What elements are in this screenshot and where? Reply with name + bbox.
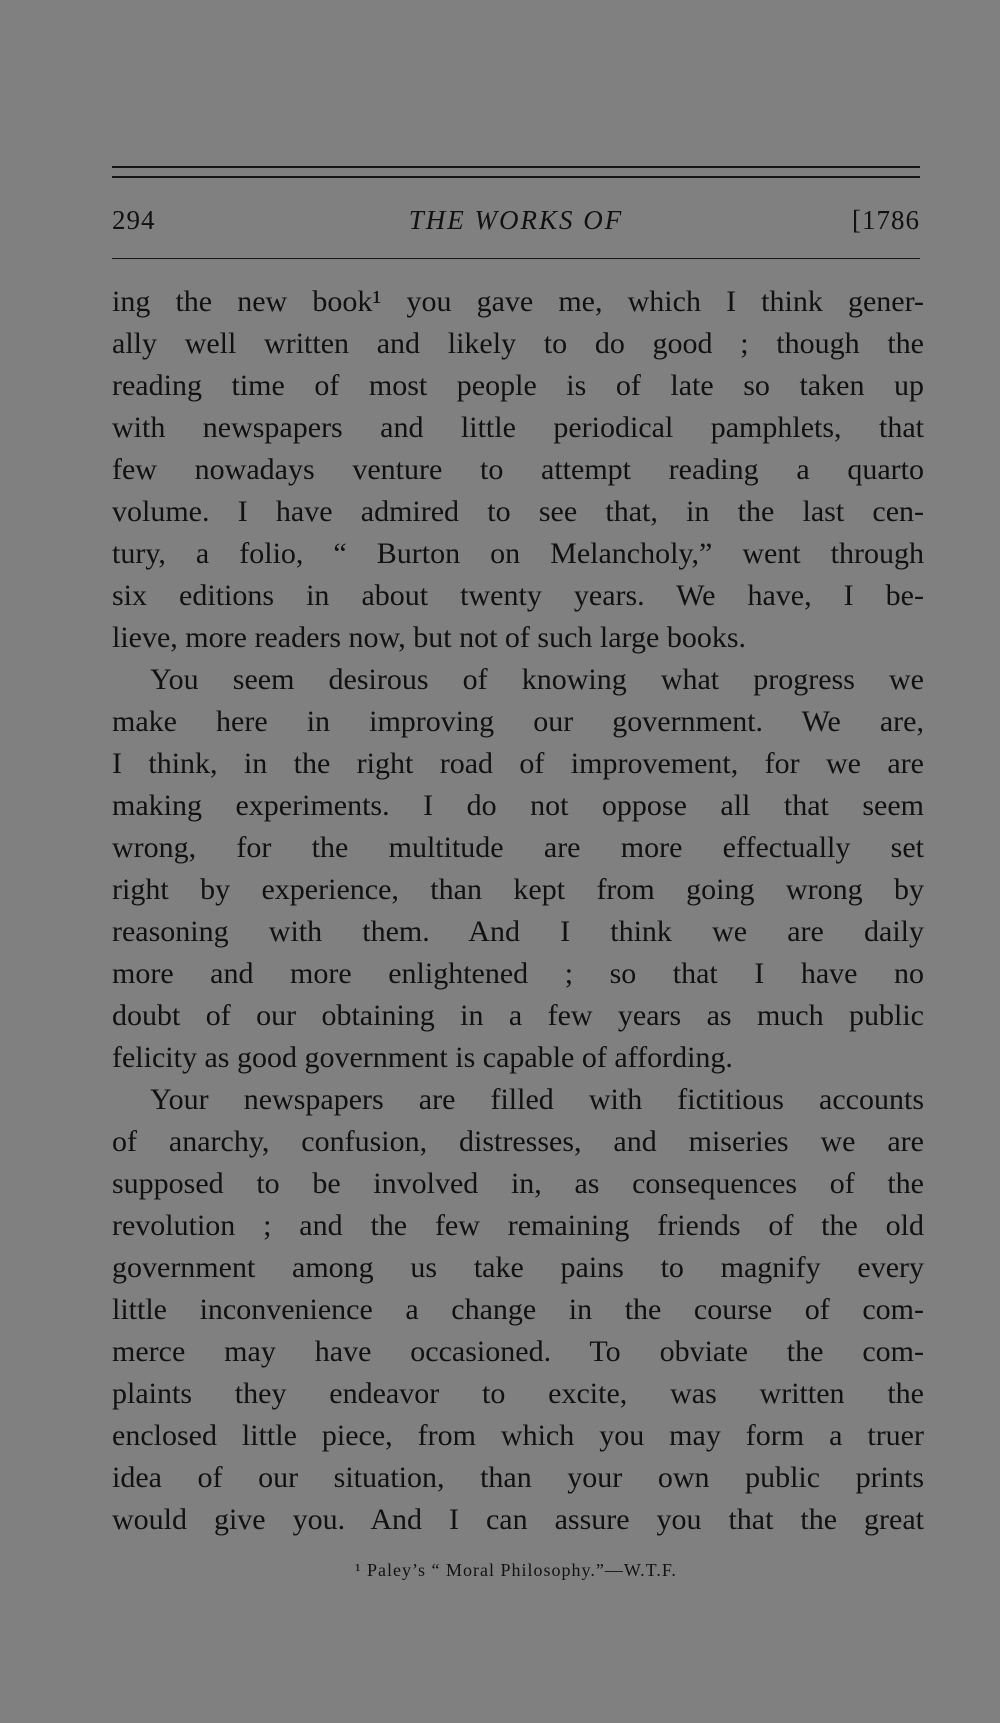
text-line: supposed to be involved in, as consequences of the xyxy=(112,1167,924,1200)
text-line: reasoning with them. And I think we are daily xyxy=(112,915,924,948)
header-rule-top-second xyxy=(112,176,920,178)
text-line: ing the new book¹ you gave me, which I think gener- xyxy=(112,285,924,318)
text-line: volume. I have admired to see that, in the last cen- xyxy=(112,495,924,528)
text-line: little inconvenience a change in the course of com- xyxy=(112,1293,924,1326)
text-line: Your newspapers are filled with fictitious accounts xyxy=(150,1083,924,1116)
text-line: ally well written and likely to do good ; though the xyxy=(112,327,924,360)
text-line: wrong, for the multitude are more effectually set xyxy=(112,831,924,864)
text-line: You seem desirous of knowing what progress we xyxy=(150,663,924,696)
text-line: merce may have occasioned. To obviate the com- xyxy=(112,1335,924,1368)
text-line: government among us take pains to magnify every xyxy=(112,1251,924,1284)
text-line: more and more enlightened ; so that I have no xyxy=(112,957,924,990)
text-line: of anarchy, confusion, distresses, and miseries we are xyxy=(112,1125,924,1158)
text-line: right by experience, than kept from going wrong by xyxy=(112,873,924,906)
text-line: doubt of our obtaining in a few years as much public xyxy=(112,999,924,1032)
body-text xyxy=(112,281,924,1541)
text-line: with newspapers and little periodical pamphlets, that xyxy=(112,411,924,444)
text-line: reading time of most people is of late so taken up xyxy=(112,369,924,402)
text-line: lieve, more readers now, but not of such large books. xyxy=(112,621,746,654)
header-rule-bottom xyxy=(112,258,920,259)
text-line: revolution ; and the few remaining friends of the old xyxy=(112,1209,924,1242)
running-header xyxy=(112,200,920,240)
text-line: I think, in the right road of improvement, for we are xyxy=(112,747,924,780)
running-title: THE WORKS OF xyxy=(408,205,624,235)
text-line: six editions in about twenty years. We have, I be- xyxy=(112,579,924,612)
text-line: few nowadays venture to attempt reading a quarto xyxy=(112,453,924,486)
text-line: tury, a folio, “ Burton on Melancholy,” went through xyxy=(112,537,924,570)
text-line: plaints they endeavor to excite, was written the xyxy=(112,1377,924,1410)
year-marker: [1786 xyxy=(852,205,920,235)
text-line: make here in improving our government. We are, xyxy=(112,705,924,738)
footnote: ¹ Paley’s “ Moral Philosophy.”—W.T.F. xyxy=(355,1560,677,1580)
text-line: idea of our situation, than your own public prints xyxy=(112,1461,924,1494)
page-number: 294 xyxy=(112,205,156,235)
text-line: would give you. And I can assure you that the great xyxy=(112,1503,924,1536)
text-line: enclosed little piece, from which you may form a truer xyxy=(112,1419,924,1452)
header-rule-top xyxy=(112,166,920,168)
text-line: making experiments. I do not oppose all that seem xyxy=(112,789,924,822)
text-line: felicity as good government is capable of affording. xyxy=(112,1041,733,1074)
